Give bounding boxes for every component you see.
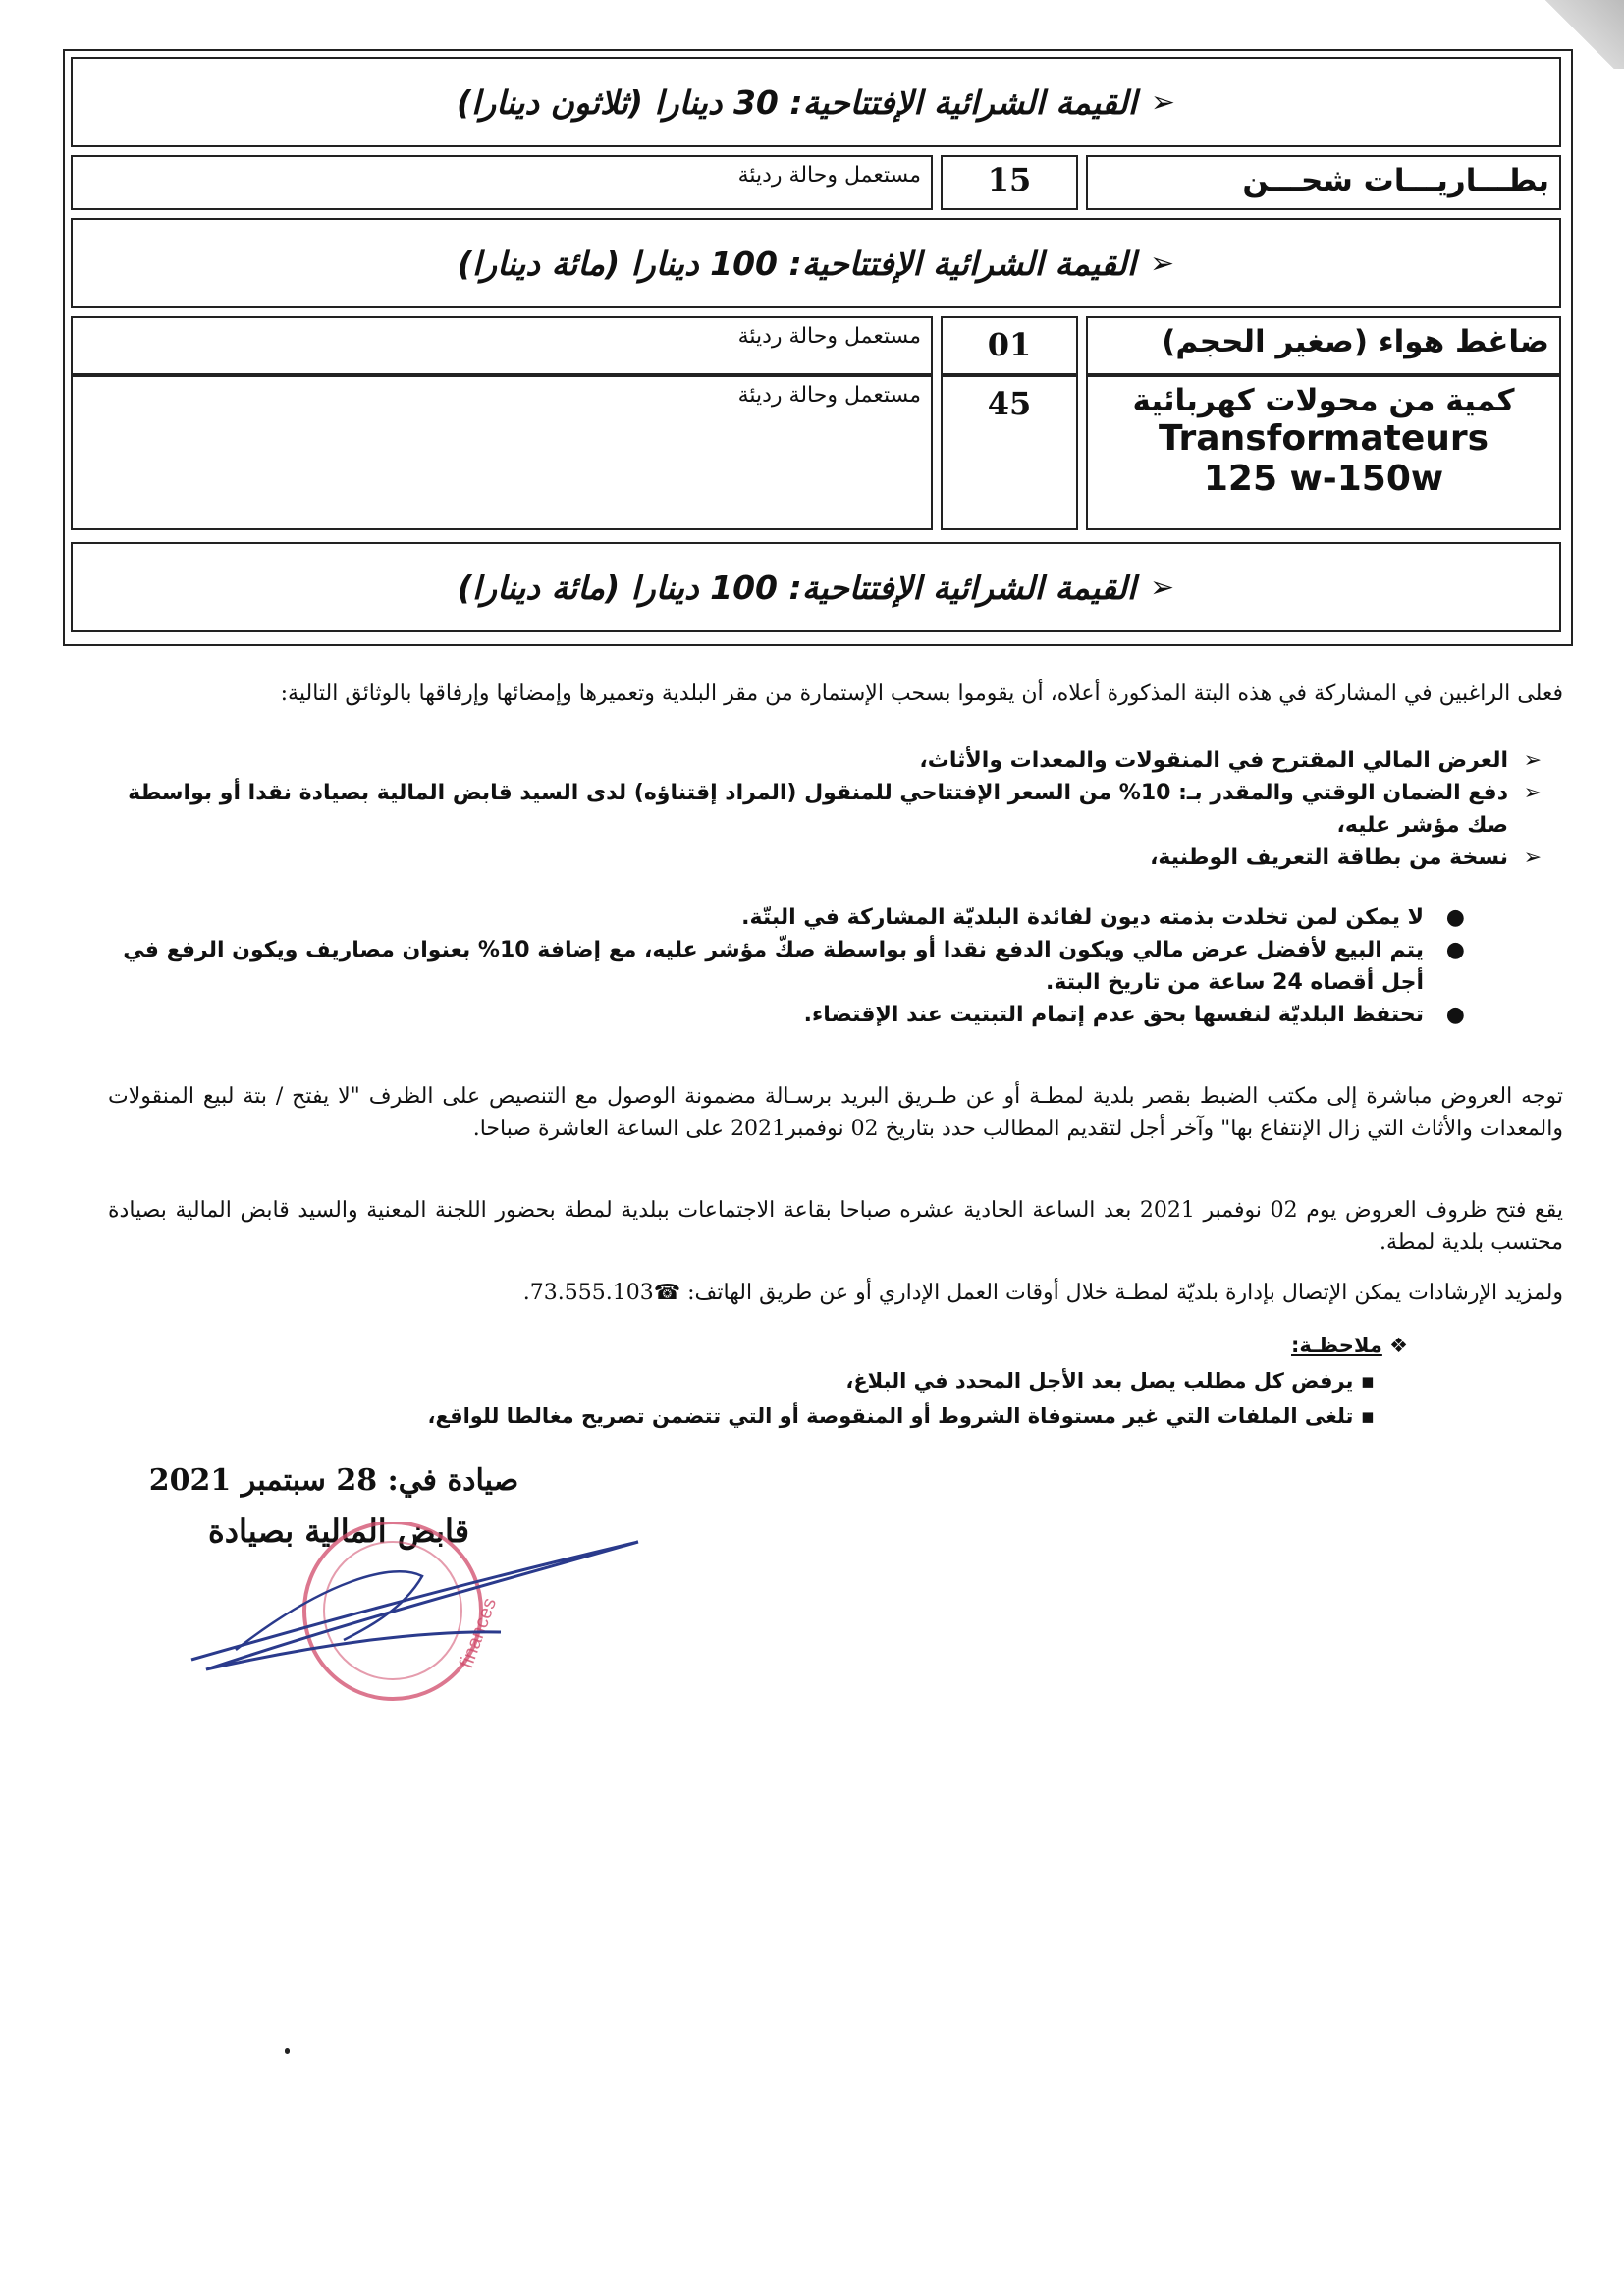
- item-name-transformers-latin: Transformateurs: [1158, 418, 1489, 459]
- opening-paragraph: يقع فتح ظروف العروض يوم 02 نوفمبر 2021 بعد الساعة الحادية عشره صباحا بقاعة الاجتماعات ببلدية لمطة بحضور اللجنة المعنية والسيد قابض المالية بصيادة محتسب بلدية لمطة.: [108, 1198, 1563, 1255]
- item-qty-batteries: 15: [987, 161, 1032, 198]
- signature-date: صيادة في: 28 سبتمبر 2021: [148, 1463, 519, 1498]
- arrow-bullet-icon: ➢: [1150, 84, 1176, 120]
- list-item: ● لا يمكن لمن تخلدت بذمته ديون لفائدة البلديّة المشاركة في البتّة.: [108, 902, 1483, 934]
- submission-paragraph: توجه العروض مباشرة إلى مكتب الضبط بقصر بلدية لمطـة أو عن طـريق البريد برسـالة مضمونة الوصول مع التنصيص على الظرف "لا يفتح / بتة لبيع المنقولات والمعدات والأثاث التي زال الإنتفاع بها" وآخر أجل لتقديم المطالب حدد بتاريخ 02 نوفمبر2021 على الساعة العاشرة صباحا.: [108, 1084, 1563, 1141]
- arrow-bullet-icon: ➢: [1149, 246, 1175, 281]
- opening-price-1: القيمة الشرائية الإفتتاحية: 30 دينارا (ثلاثون دينارا): [457, 82, 1137, 122]
- arrow-bullet-icon: ➢: [1149, 570, 1175, 605]
- notes-section: [132, 1328, 1408, 1434]
- item-state-cell: [71, 375, 933, 530]
- arrow-bullet-icon: ➢: [1523, 748, 1542, 773]
- arrow-bullet-icon: ➢: [1523, 846, 1542, 870]
- square-bullet-icon: ▪: [1353, 1369, 1375, 1393]
- item-name-cell: [1086, 375, 1561, 530]
- opening-price-row-2: [71, 218, 1561, 308]
- bullet-icon: ●: [1445, 938, 1465, 962]
- list-item: ▪ يرفض كل مطلب يصل بعد الأجل المحدد في البلاغ،: [845, 1369, 1375, 1393]
- bullet-icon: ●: [1445, 1003, 1465, 1027]
- arrow-bullet-icon: ➢: [1523, 781, 1542, 805]
- bullet-icon: ●: [1445, 905, 1465, 930]
- item-qty-cell: [941, 375, 1078, 530]
- lots-table-frame: [63, 49, 1573, 646]
- opening-price-2: القيمة الشرائية الإفتتاحية: 100 دينارا (مائة دينارا): [457, 244, 1136, 283]
- list-item: ➢ نسخة من بطاقة التعريف الوطنية،: [108, 842, 1542, 874]
- list-item: ▪ تلغى الملفات التي غير مستوفاة الشروط أو المنقوصة أو التي تتضمن تصريح مغالطا للواقع،: [427, 1404, 1375, 1428]
- item-name-cell: [1086, 316, 1561, 375]
- item-qty-cell: [941, 155, 1078, 210]
- list-item: ● يتم البيع لأفضل عرض مالي ويكون الدفع نقدا أو بواسطة صكّ مؤشر عليه، مع إضافة 10% بعنوان مصاريف ويكون الرفع في أجل أقصاه 24 ساعة من تاريخ البتة.: [108, 934, 1483, 999]
- stamp-text: finances: [456, 1595, 502, 1671]
- item-name-cell: [1086, 155, 1561, 210]
- intro-paragraph: فعلى الراغبين في المشاركة في هذه البتة المذكورة أعلاه، أن يقوموا بسحب الإستمارة من مقر البلدية وتعميرها وإمضائها وإرفاقها بالوثائق التالية:: [280, 682, 1563, 706]
- item-state-compressor: مستعمل وحالة رديئة: [737, 324, 921, 349]
- diamond-bullet-icon: ❖: [1381, 1334, 1408, 1357]
- item-name-compressor: ضاغط هواء (صغير الحجم): [1162, 324, 1549, 359]
- item-name-transformers-power: 125 w-150w: [1203, 459, 1444, 499]
- opening-price-3: القيمة الشرائية الإفتتاحية: 100 دينارا (مائة دينارا): [457, 568, 1136, 607]
- item-state-batteries: مستعمل وحالة رديئة: [737, 163, 921, 188]
- list-item: ➢ العرض المالي المقترح في المنقولات والمعدات والأثاث،: [108, 744, 1542, 777]
- notes-heading: ❖ ملاحظـة:: [1291, 1334, 1408, 1357]
- opening-price-row-1: [71, 57, 1561, 147]
- scan-speck: [285, 2048, 290, 2054]
- conditions-list: [108, 902, 1483, 1031]
- item-name-batteries: بطـــاريـــات شحـــن: [1242, 163, 1549, 198]
- signature-title: قابض المالية بصيادة: [208, 1512, 469, 1550]
- list-item: ● تحتفظ البلديّة لنفسها بحق عدم إتمام التبتيت عند الإقتضاء.: [108, 999, 1483, 1031]
- item-state-transformers: مستعمل وحالة رديئة: [737, 383, 921, 408]
- item-state-cell: [71, 316, 933, 375]
- official-stamp-and-signature: [177, 1522, 668, 1719]
- contact-paragraph: ولمزيد الإرشادات يمكن الإتصال بإدارة بلديّة لمطـة خلال أوقات العمل الإداري أو عن طريق الهاتف: ☎73.555.103.: [522, 1281, 1563, 1305]
- item-qty-compressor: 01: [987, 326, 1032, 363]
- list-item: ➢ دفع الضمان الوقتي والمقدر بـ: 10% من السعر الإفتتاحي للمنقول (المراد إقتناؤه) لدى السيد قابض المالية بصيادة نقدا أو بواسطة صك مؤشر عليه،: [108, 777, 1542, 842]
- item-state-cell: [71, 155, 933, 210]
- item-name-transformers: كمية من محولات كهربائية: [1132, 383, 1515, 418]
- opening-price-row-3: [71, 542, 1561, 632]
- item-qty-cell: [941, 316, 1078, 375]
- item-qty-transformers: 45: [987, 385, 1032, 422]
- square-bullet-icon: ▪: [1353, 1404, 1375, 1428]
- required-documents-list: [108, 744, 1542, 874]
